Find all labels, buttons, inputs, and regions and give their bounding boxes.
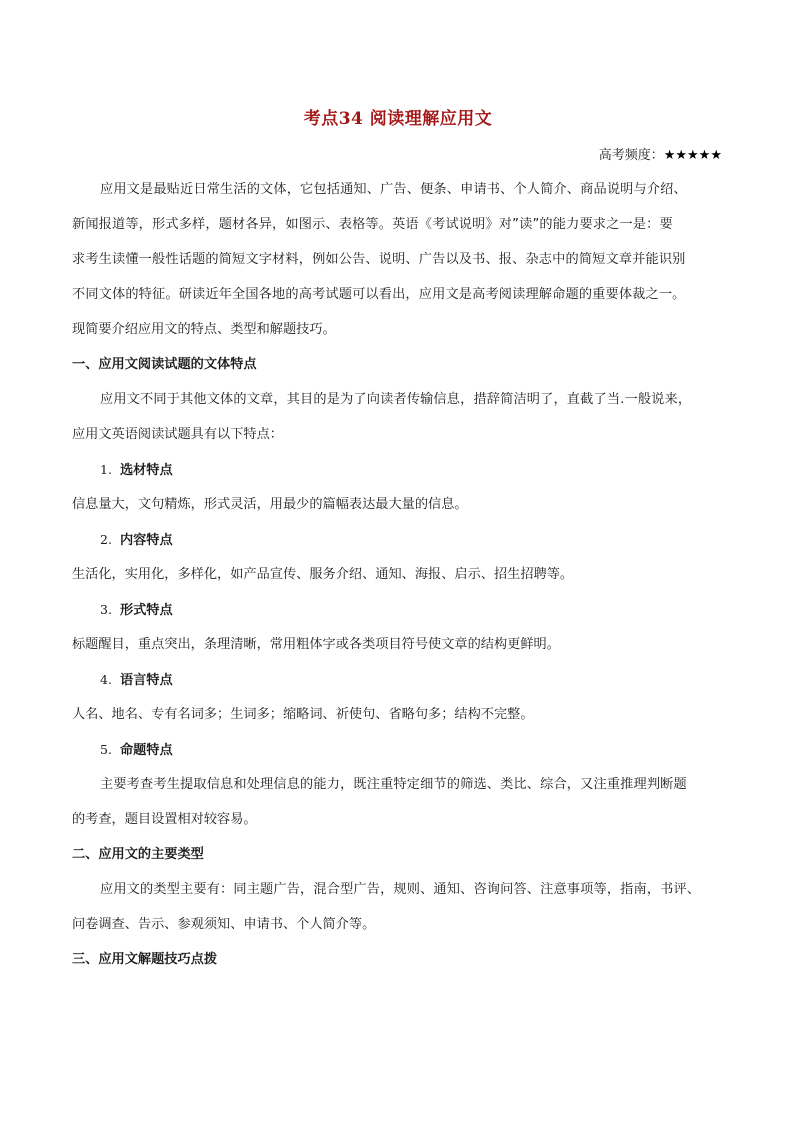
document-page bbox=[72, 0, 724, 1123]
subsection-heading bbox=[72, 452, 724, 487]
section-heading: 二、应用文的主要类型 bbox=[72, 847, 204, 862]
intro-line: 求考生读懂一般性话题的简短文字材料，例如公告、说明、广告以及书、报、杂志中的简短文章并能识别 bbox=[72, 252, 686, 267]
item-title: 选材特点 bbox=[119, 463, 173, 478]
paragraph-line: 生活化，实用化，多样化，如产品宣传、服务介绍、通知、海报、启示、招生招聘等。 bbox=[72, 567, 574, 582]
document-body bbox=[72, 172, 724, 977]
exam-frequency bbox=[599, 144, 722, 163]
intro-line: 应用文是最贴近日常生活的文体，它包括通知、广告、便条、申请书、个人简介、商品说明与介绍、 bbox=[100, 182, 687, 197]
subsection-heading bbox=[72, 732, 724, 767]
item-title: 形式特点 bbox=[119, 603, 173, 618]
item-title: 命题特点 bbox=[119, 743, 173, 758]
paragraph-line: 信息量大，文句精炼，形式灵活，用最少的篇幅表达最大量的信息。 bbox=[72, 497, 468, 512]
paragraph-line: 的考查，题目设置相对较容易。 bbox=[72, 812, 257, 827]
intro-line: 新闻报道等，形式多样，题材各异，如图示、表格等。英语《考试说明》对”读”的能力要求之一是：要 bbox=[72, 217, 673, 232]
paragraph-line: 问卷调查、告示、参观须知、申请书、个人简介等。 bbox=[72, 917, 376, 932]
paragraph-line: 应用文的类型主要有：同主题广告，混合型广告，规则、通知、咨询问答、注意事项等，指南，书评、 bbox=[100, 882, 701, 897]
subsection-heading bbox=[72, 592, 724, 627]
subsection-heading bbox=[72, 662, 724, 697]
item-title: 内容特点 bbox=[119, 533, 173, 548]
item-number: 1. bbox=[100, 462, 112, 477]
intro-line: 不同文体的特征。研读近年全国各地的高考试题可以看出，应用文是高考阅读理解命题的重要体裁之一。 bbox=[72, 287, 686, 302]
section-heading: 一、应用文阅读试题的文体特点 bbox=[72, 357, 257, 372]
item-number: 4. bbox=[100, 672, 112, 687]
paragraph-line: 应用文不同于其他文体的文章，其目的是为了向读者传输信息，措辞简洁明了，直截了当.一般说来， bbox=[100, 392, 692, 407]
subsection-heading bbox=[72, 522, 724, 557]
paragraph-line: 主要考查考生提取信息和处理信息的能力，既注重特定细节的筛选、类比、综合，又注重推理判断题 bbox=[100, 777, 687, 792]
item-title: 语言特点 bbox=[119, 673, 173, 688]
frequency-label: 高考频度： bbox=[598, 148, 664, 163]
section-heading: 三、应用文解题技巧点拨 bbox=[72, 952, 218, 967]
item-number: 5. bbox=[100, 742, 112, 757]
paragraph-line: 标题醒目，重点突出，条理清晰，常用粗体字或各类项目符号使文章的结构更鲜明。 bbox=[72, 637, 560, 652]
item-number: 2. bbox=[100, 532, 112, 547]
intro-line: 现简要介绍应用文的特点、类型和解题技巧。 bbox=[72, 322, 336, 337]
star-rating: ★★★★★ bbox=[663, 148, 722, 163]
page-title: 考点34 阅读理解应用文 bbox=[303, 109, 493, 129]
item-number: 3. bbox=[100, 602, 112, 617]
paragraph-line: 应用文英语阅读试题具有以下特点： bbox=[72, 427, 283, 442]
paragraph-line: 人名、地名、专有名词多；生词多；缩略词、祈使句、省略句多；结构不完整。 bbox=[72, 707, 534, 722]
